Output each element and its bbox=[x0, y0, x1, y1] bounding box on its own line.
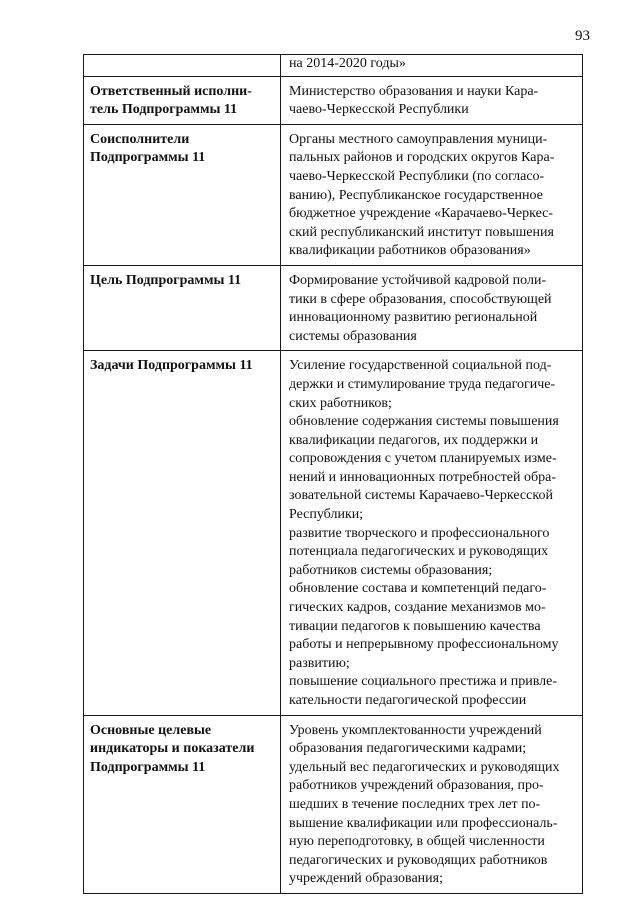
row-content-line: кательности педагогической профессии bbox=[289, 693, 527, 708]
row-label-cell bbox=[84, 76, 281, 124]
row-label-line: Цель Подпрограммы 11 bbox=[90, 272, 242, 288]
row-content-line: бюджетное учреждение «Карачаево-Черкес- bbox=[289, 206, 554, 222]
row-label-line: Основные целевые bbox=[90, 722, 212, 738]
row-content-line: Органы местного самоуправления муници- bbox=[289, 131, 548, 147]
row-content-line: шедших в течение последних трех лет по- bbox=[289, 796, 541, 812]
row-content-line: удельный вес педагогических и руководящих bbox=[289, 759, 560, 775]
row-content-line: ских работников; bbox=[289, 395, 392, 411]
row-content-line: педагогических и руководящих работников bbox=[289, 852, 548, 868]
row-content-line: инновационному развитию региональной bbox=[289, 310, 538, 326]
row-content-cell bbox=[281, 76, 583, 124]
row-content-line: работников системы образования; bbox=[289, 562, 493, 578]
row-label-cell bbox=[84, 265, 281, 350]
row-label-cell bbox=[84, 351, 281, 715]
row-content-line: развитие творческого и профессионального bbox=[289, 525, 550, 541]
table-row-target-indicators bbox=[84, 715, 583, 893]
row-content-line: тивации педагогов к повышению качества bbox=[289, 618, 541, 634]
row-content-line: квалификации педагогов, их поддержки и bbox=[289, 432, 539, 448]
row-label-cell bbox=[84, 715, 281, 893]
table-body bbox=[84, 76, 583, 893]
row-content-line: гических кадров, создание механизмов мо- bbox=[289, 600, 546, 616]
row-content-line: системы образования bbox=[289, 328, 417, 344]
table-row-co-executors bbox=[84, 124, 583, 265]
row-content-line: пальных районов и городских округов Кара- bbox=[289, 150, 555, 166]
row-content-line: обновление содержания системы повышения bbox=[289, 414, 559, 430]
row-content-line: Министерство образования и науки Кара- bbox=[289, 83, 539, 99]
page-number: 93 bbox=[575, 28, 590, 44]
table-row-tasks bbox=[84, 351, 583, 715]
subprogram-passport-table bbox=[83, 54, 583, 894]
table-row-goal bbox=[84, 265, 583, 350]
continuation-text: на 2014-2020 годы» bbox=[289, 56, 406, 71]
row-content-cell bbox=[281, 265, 583, 350]
row-content-line: потенциала педагогических и руководящих bbox=[289, 544, 549, 560]
row-content-line: ванию), Республиканское государственное bbox=[289, 187, 543, 203]
row-content-line: Уровень укомплектованности учреждений bbox=[289, 722, 542, 738]
row-content-line: ную переподготовку, в общей численности bbox=[289, 834, 545, 850]
row-content-line: развитию; bbox=[289, 655, 350, 671]
row-content-cell bbox=[281, 124, 583, 265]
row-content-line: работников учреждений образования, про- bbox=[289, 778, 544, 794]
row-content-line: Республики; bbox=[289, 507, 364, 523]
row-content-line: образования педагогическими кадрами; bbox=[289, 741, 527, 757]
row-content-line: вышение квалификации или профессиональ- bbox=[289, 815, 558, 831]
continuation-cell bbox=[281, 55, 583, 77]
row-label-cell bbox=[84, 124, 281, 265]
row-content-line: квалификации работников образования» bbox=[289, 243, 531, 259]
row-content-cell bbox=[281, 715, 583, 893]
row-label-line: тель Подпрограммы 11 bbox=[90, 102, 238, 118]
row-content-line: учреждений образования; bbox=[289, 871, 443, 887]
row-content-line: Усиление государственной социальной под- bbox=[289, 358, 552, 374]
row-label-line: Подпрограммы 11 bbox=[90, 759, 206, 775]
row-content-line: тики в сфере образования, способствующей bbox=[289, 291, 552, 307]
row-label-line: индикаторы и показатели bbox=[90, 741, 255, 757]
row-label-line: Подпрограммы 11 bbox=[90, 150, 206, 166]
row-label-line: Ответственный исполни- bbox=[90, 83, 252, 99]
row-content-line: нений и инновационных потребностей обра- bbox=[289, 469, 556, 485]
row-content-line: сопровождения с учетом планируемых изме- bbox=[289, 451, 557, 467]
row-content-line: Формирование устойчивой кадровой поли- bbox=[289, 272, 547, 288]
row-content-line: обновление состава и компетенций педаго- bbox=[289, 581, 547, 597]
row-content-cell bbox=[281, 351, 583, 715]
row-label-line: Задачи Подпрограммы 11 bbox=[90, 358, 253, 374]
row-content-line: чаево-Черкесской Республики (по согласо- bbox=[289, 168, 545, 184]
row-content-line: повышение социального престижа и привле- bbox=[289, 674, 558, 690]
row-content-line: работы и непрерывному профессиональному bbox=[289, 637, 559, 653]
row-content-line: зовательной системы Карачаево-Черкесской bbox=[289, 488, 553, 504]
empty-label-cell bbox=[84, 55, 281, 77]
row-content-line: чаево-Черкесской Республики bbox=[289, 102, 469, 118]
row-content-line: ский республиканский институт повышения bbox=[289, 224, 554, 240]
table-row-continuation bbox=[84, 55, 583, 77]
row-label-line: Соисполнители bbox=[90, 131, 190, 147]
table-row-responsible-executor bbox=[84, 76, 583, 124]
row-content-line: держки и стимулирование труда педагогиче- bbox=[289, 376, 556, 392]
